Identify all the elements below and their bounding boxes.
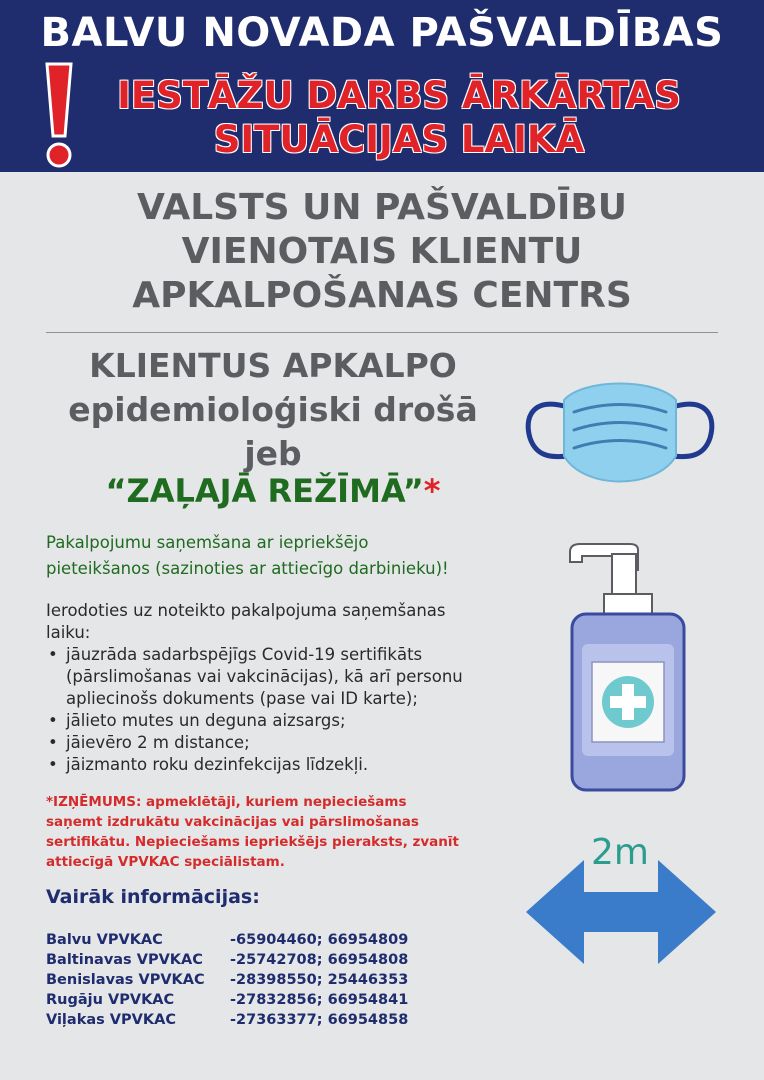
header-title: BALVU NOVADA PAŠVALDĪBAS (40, 10, 724, 56)
exception-line: sertifikātu. Nepieciešams iepriekšējs pieraksts, zvanīt (46, 834, 459, 850)
exclamation-icon (38, 60, 80, 170)
centre-title-line: VALSTS UN PAŠVALDĪBU (136, 187, 628, 228)
rule-item-disinfection (46, 754, 526, 776)
hand-sanitizer-icon (560, 540, 692, 792)
contact-phones: -25742708; 66954808 (230, 952, 409, 968)
contact-name: Balvu VPVKAC (46, 932, 163, 948)
exception-note (46, 792, 516, 872)
header-subtitle (84, 74, 714, 162)
contact-row (46, 990, 466, 1010)
rule-item-line: apliecinošs dokuments (pase vai ID karte); (66, 689, 418, 708)
rule-item-distance (46, 732, 526, 754)
exception-line: attiecīgā VPVKAC speciālistam. (46, 854, 285, 870)
rule-item-line: • jāuzrāda sadarbspējīgs Covid-19 sertifikāts (66, 645, 423, 664)
rule-item-line: • jāievēro 2 m distance; (66, 733, 250, 752)
rules-intro-line: laiku: (46, 623, 91, 642)
contact-row (46, 930, 466, 950)
service-mode-line: KLIENTUS APKALPO (89, 346, 457, 385)
more-info-heading: Vairāk informācijas: (46, 886, 260, 908)
divider (46, 332, 718, 333)
double-arrow-icon (524, 858, 718, 966)
centre-title-line: VIENOTAIS KLIENTU (181, 231, 583, 272)
contact-phones: -28398550; 25446353 (230, 972, 409, 988)
service-mode-heading (28, 344, 518, 476)
centre-title-line: APKALPOŠANAS CENTRS (132, 275, 632, 316)
contact-row (46, 950, 466, 970)
contact-row (46, 970, 466, 990)
appointment-note-line: Pakalpojumu saņemšana ar iepriekšējo (46, 533, 369, 552)
rules-intro-line: Ierodoties uz noteikto pakalpojuma saņemšanas (46, 601, 446, 620)
contact-name: Rugāju VPVKAC (46, 992, 175, 1008)
green-mode-text: “ZAĻAJĀ REŽĪMĀ” (105, 472, 424, 510)
centre-title (0, 186, 764, 318)
rule-item-line: • jāizmanto roku dezinfekcijas līdzekļi. (66, 755, 369, 774)
service-mode-line: jeb (244, 434, 302, 473)
rule-item-mask (46, 710, 526, 732)
header-subtitle-line: SITUĀCIJAS LAIKĀ (213, 118, 585, 161)
exception-line: *IZŅĒMUMS: apmeklētāji, kuriem nepieciešams (46, 794, 407, 810)
contact-phones: -27363377; 66954858 (230, 1012, 409, 1028)
appointment-note (46, 530, 546, 582)
rules-list (46, 644, 526, 776)
rule-item-certificate (46, 644, 526, 710)
contact-phones: -27832856; 66954841 (230, 992, 409, 1008)
appointment-note-line: pieteikšanos (sazinoties ar attiecīgo darbinieku)! (46, 559, 449, 578)
exception-line: saņemt izdrukātu vakcinācijas vai pārslimošanas (46, 814, 419, 830)
contact-row (46, 1010, 466, 1030)
green-mode-heading (28, 472, 518, 510)
rules-intro (46, 600, 526, 644)
service-mode-line: epidemioloģiski drošā (68, 390, 478, 429)
header-banner (0, 0, 764, 172)
contact-name: Viļakas VPVKAC (46, 1012, 176, 1028)
header-subtitle-line: IESTĀŽU DARBS ĀRKĀRTAS (117, 74, 681, 117)
contacts-list (46, 930, 466, 1030)
face-mask-icon (524, 372, 716, 496)
contact-phones: -65904460; 66954809 (230, 932, 409, 948)
rule-item-line: (pārslimošanas vai vakcinācijas), kā arī personu (66, 667, 463, 686)
distance-label: 2m (591, 832, 649, 873)
contact-name: Baltinavas VPVKAC (46, 952, 203, 968)
green-mode-asterisk: * (423, 472, 441, 510)
contact-name: Benislavas VPVKAC (46, 972, 205, 988)
rule-item-line: • jālieto mutes un deguna aizsargs; (66, 711, 346, 730)
